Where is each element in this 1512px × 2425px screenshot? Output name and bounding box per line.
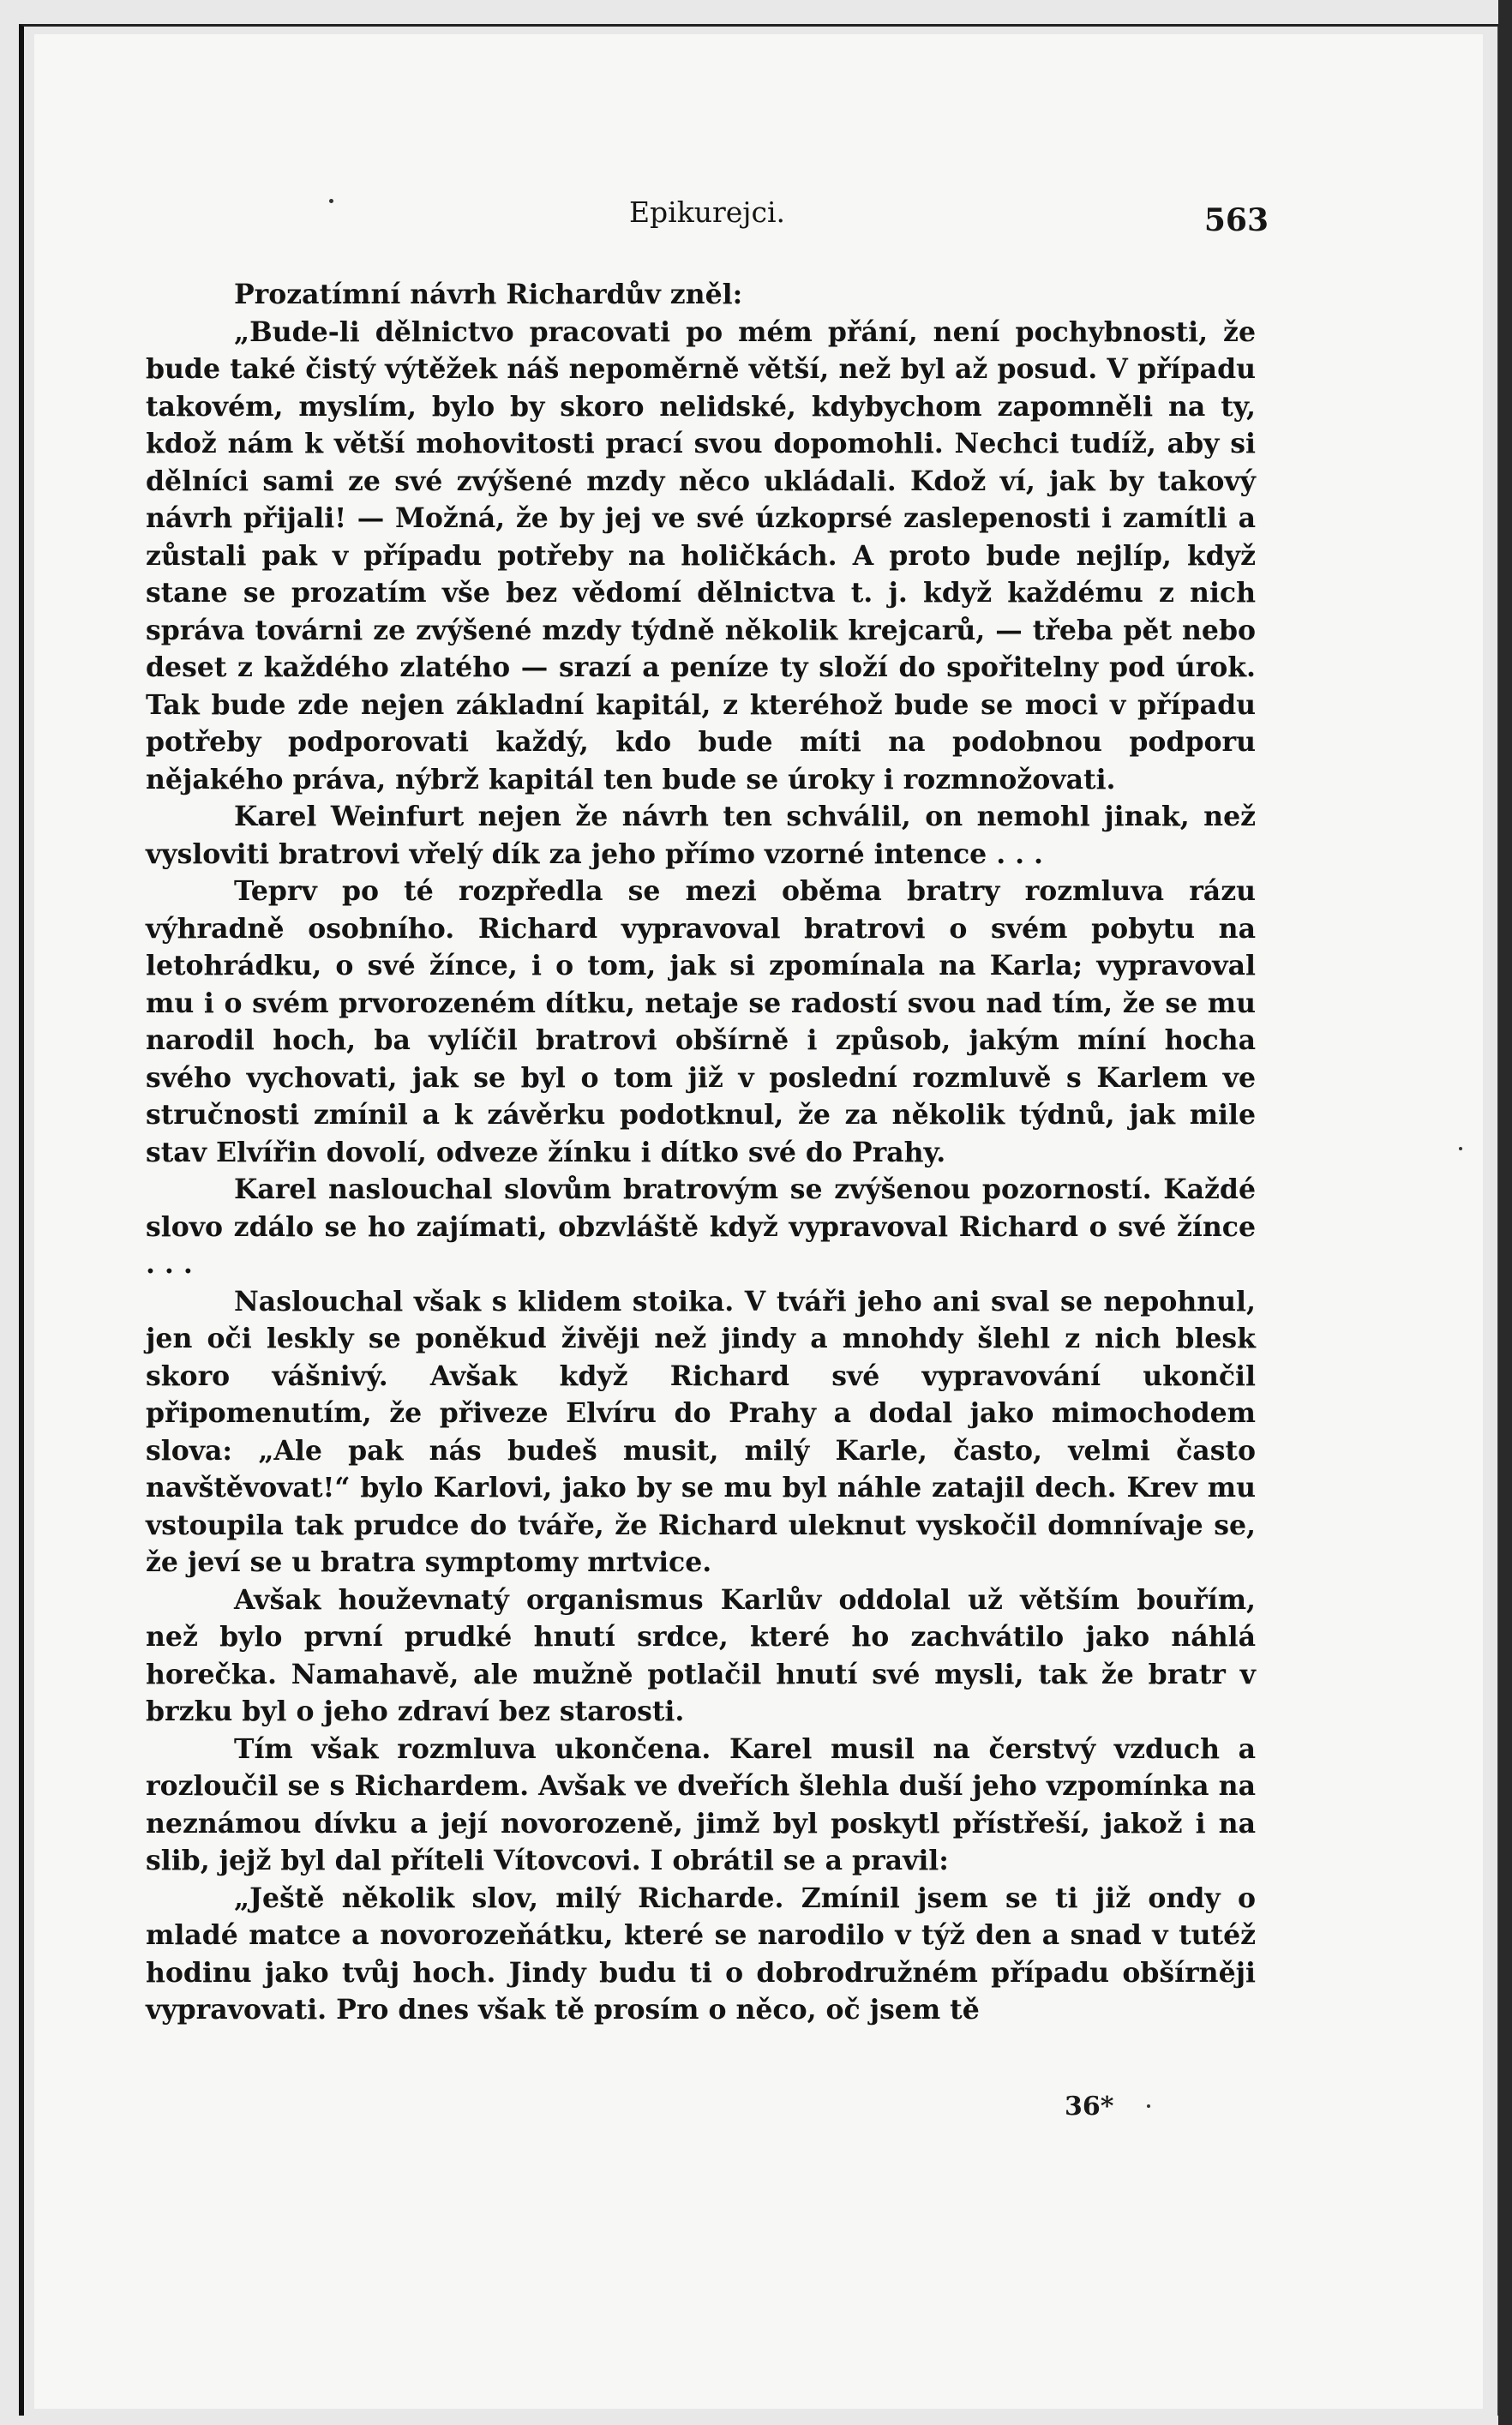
dust-speck — [329, 199, 333, 203]
paragraph: „Bude-li dělnictvo pracovati po mém přání, není pochybnosti, že bude také čistý výtěžek náš nepoměrně větší, než byl až posud. V případu takovém, myslím, bylo by skoro nelidské, kdybychom zapomněli na ty, kdož nám k větší mohovitosti prací svou dopomohli. Nechci tudíž, aby si dělníci sami ze své zvýšené mzdy něco ukládali. Kdož ví, jak by takový návrh přijali! — Možná, že by jej ve své úzkoprsé zaslepenosti i zamítli a zůstali pak v případu potřeby na holičkách. A proto bude nejlíp, když stane se prozatím vše bez vědomí dělnictva t. j. když každému z nich správa továrni ze zvýšené mzdy týdně několik krejcarů, — třeba pět nebo deset z každého zlatého — srazí a peníze ty složí do spořitelny pod úrok. Tak bude zde nejen základní kapitál, z kteréhož bude se moci v případu potřeby podporovati každý, kdo bude míti na podobnou podporu nějakého práva, nýbrž kapitál ten bude se úroky i rozmnožovati. — [146, 315, 1256, 795]
dust-speck — [1459, 1147, 1462, 1150]
body-text — [146, 276, 1256, 2029]
paragraph: Avšak houževnatý organismus Karlův oddolal už větším bouřím, než bylo první prudké hnutí srdce, které ho zachvátilo jako náhlá horečka. Namahavě, ale mužně potlačil hnutí své mysli, tak že bratr v brzku byl o jeho zdraví bez starosti. — [146, 1583, 1256, 1727]
page-number: 563 — [1203, 202, 1269, 238]
paragraph: „Ještě několik slov, milý Richarde. Zmínil jsem se ti již ondy o mladé matce a novorozeňátku, které se narodilo v týž den a snad v tutéž hodinu jako tvůj hoch. Jindy budu ti o dobrodružném případu obšírněji vypravovati. Pro dnes však tě prosím o něco, oč jsem tě — [146, 1882, 1256, 2026]
paragraph: Tím však rozmluva ukončena. Karel musil na čerstvý vzduch a rozloučil se s Richardem. Avšak ve dveřích šlehla duší jeho vzpomínka na neznámou dívku a její novorozeně, jimž byl poskytl přístřeší, jakož i na slib, jejž byl dal příteli Vítovcovi. I obrátil se a pravil: — [146, 1732, 1256, 1876]
paragraph: Karel Weinfurt nejen že návrh ten schválil, on nemohl jinak, než vysloviti bratrovi vřelý dík za jeho přímo vzorné intence . . . — [146, 801, 1256, 870]
signature-mark: 36* — [1065, 2092, 1114, 2122]
paragraph: Prozatímní návrh Richardův zněl: — [234, 279, 743, 310]
paragraph: Teprv po té rozpředla se mezi oběma bratry rozmluva rázu výhradně osobního. Richard vypravoval bratrovi o svém pobytu na letohrádku, o své žínce, i o tom, jak si zpomínala na Karla; vypravoval mu i o svém prvorozeném dítku, netaje se radostí svou nad tím, že se mu narodil hoch, ba vylíčil bratrovi obšírně i způsob, jakým míní hocha svého vychovati, jak se byl o tom již v poslední rozmluvě s Karlem ve stručnosti zmínil a k závěrku podotknul, že za několik týdnů, jak mile stav Elvířin dovolí, odveze žínku i dítko své do Prahy. — [146, 875, 1256, 1168]
running-title: Epikurejci. — [628, 195, 786, 229]
paragraph: Naslouchal však s klidem stoika. V tváři jeho ani sval se nepohnul, jen oči leskly se poněkud živěji než jindy a mnohdy šlehl z nich blesk skoro vášnivý. Avšak když Richard své vypravování ukončil připomenutím, že přiveze Elvíru do Prahy a dodal jako mimochodem slova: „Ale pak nás budeš musit, milý Karle, často, velmi často navštěvovat!“ bylo Karlovi, jako by se mu byl náhle zatajil dech. Krev mu vstoupila tak prudce do tváře, že Richard uleknut vyskočil domnívaje se, že jeví se u bratra symptomy mrtvice. — [146, 1285, 1256, 1578]
dust-speck — [1147, 2104, 1150, 2108]
paragraph: Karel naslouchal slovům bratrovým se zvýšenou pozorností. Každé slovo zdálo se ho zajímati, obzvláště když vypravoval Richard o své žínce . . . — [146, 1173, 1256, 1280]
scan-right-edge — [1498, 0, 1512, 2425]
page-header — [146, 195, 1269, 243]
